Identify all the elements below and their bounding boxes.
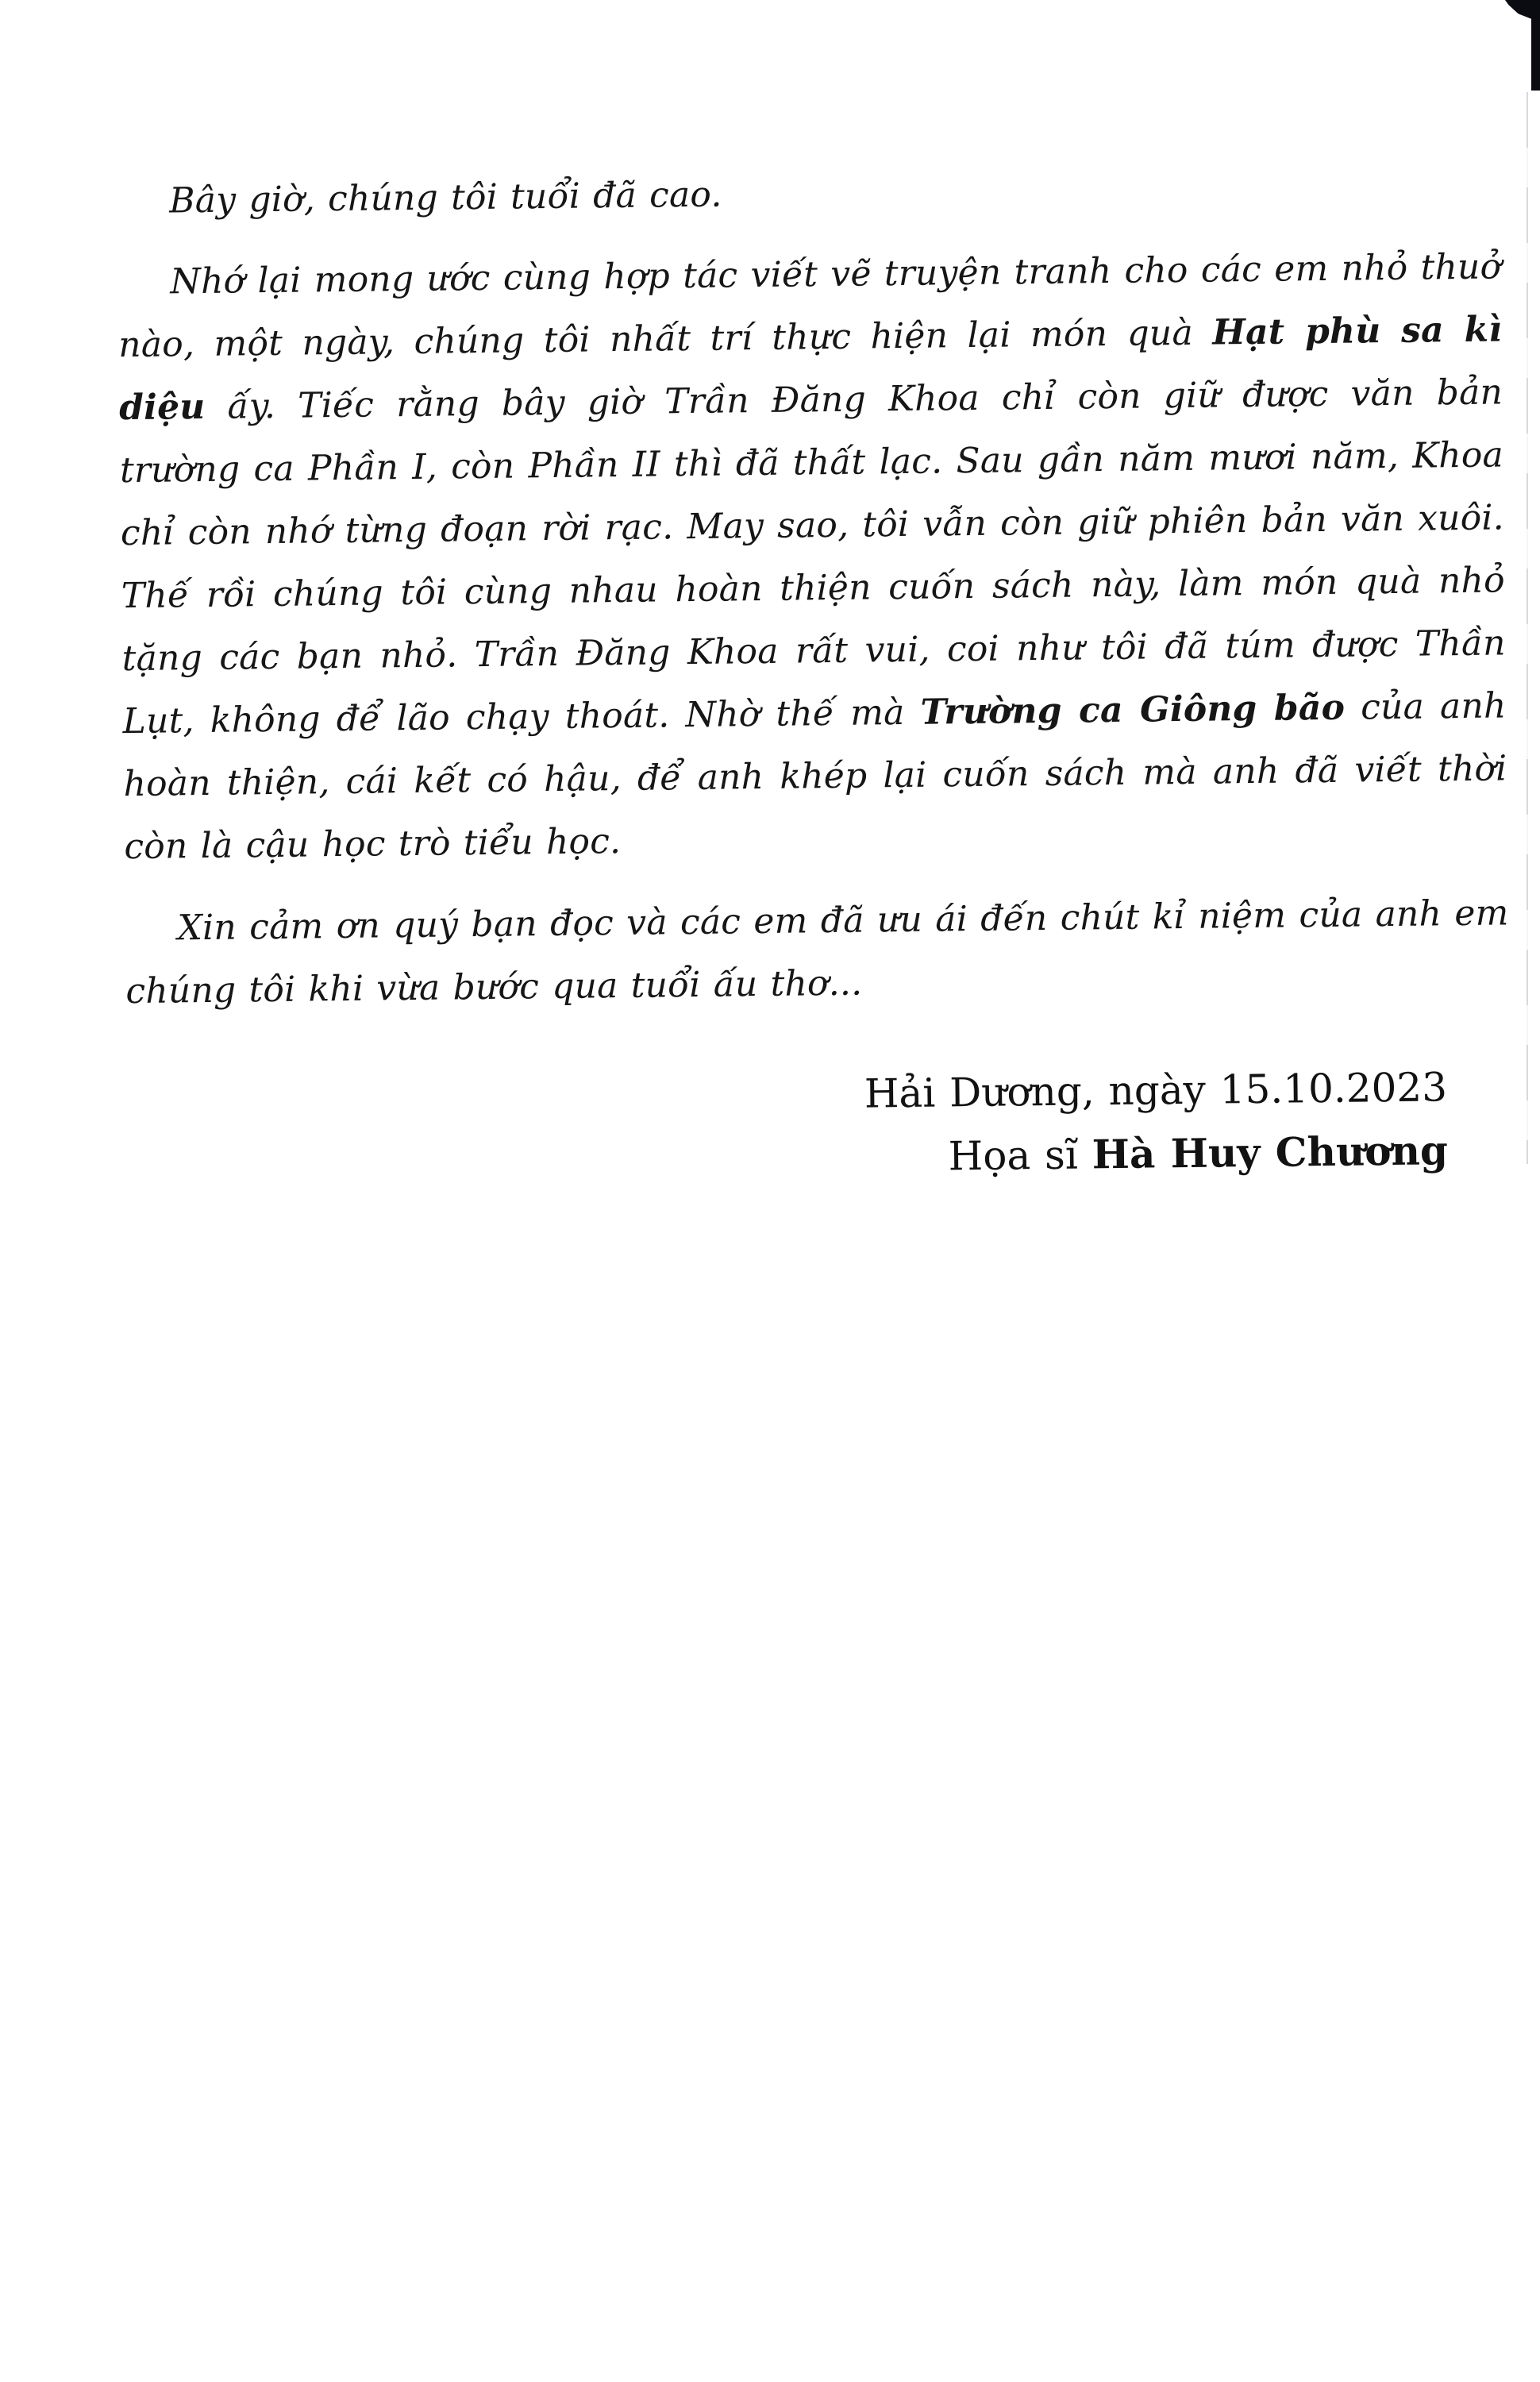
paragraph-intro: [117, 154, 1501, 233]
book-title-truong-ca-giong-bao: Trường ca Giông bão: [920, 687, 1346, 733]
paragraph-main-run-3: ấy. Tiếc rằng bây giờ Trần Đăng Khoa chỉ còn giữ được văn bản trường ca Phần I, còn Phần II thì đã thất lạc. Sau gần năm mươi năm, Khoa chỉ còn nhớ từng đoạn rời rạc. May sao, tôi vẫn còn giữ phiên bản văn xuôi. Thế rồi chúng tôi cùng nhau hoàn thiện cuốn sách này, làm món quà nhỏ tặng các bạn nhỏ. Trần Đăng Khoa rất vui, coi như tôi đã túm được Thần Lụt, không để lão chạy thoát. Nhờ thế mà: [119, 372, 1506, 742]
paragraph-thanks: [125, 881, 1510, 1023]
paragraph-main-run-1: Nhớ lại mong ước cùng hợp tác viết vẽ truyện tranh cho các em nhỏ thuở nào, một ngày, chúng tôi nhất trí thực hiện lại món quà: [117, 246, 1502, 366]
book-title-hat-phu-sa: Hạt phù sa kì diệu: [118, 309, 1503, 429]
signature-block: [127, 1054, 1512, 1197]
paragraph-main-run-5: của anh hoàn thiện, cái kết có hậu, để anh khép lại cuốn sách mà anh đã viết thời còn là cậu học trò tiểu học.: [123, 685, 1507, 868]
signature-role: Họa sĩ: [948, 1131, 1092, 1180]
paragraph-main: [117, 235, 1508, 878]
signature-place-date: Hải Dương, ngày 15.10.2023: [864, 1064, 1448, 1117]
scan-corner-mark-bar: [1531, 0, 1540, 91]
paragraph-intro-text: Bây giờ, chúng tôi tuổi đã cao.: [168, 174, 722, 222]
signature-name: Hà Huy Chương: [1091, 1127, 1449, 1178]
page-edge-line: [1527, 92, 1528, 1164]
paragraph-thanks-text: Xin cảm ơn quý bạn đọc và các em đã ưu ái đến chút kỉ niệm của anh em chúng tôi khi vừa bước qua tuổi ấu thơ...: [125, 892, 1509, 1012]
